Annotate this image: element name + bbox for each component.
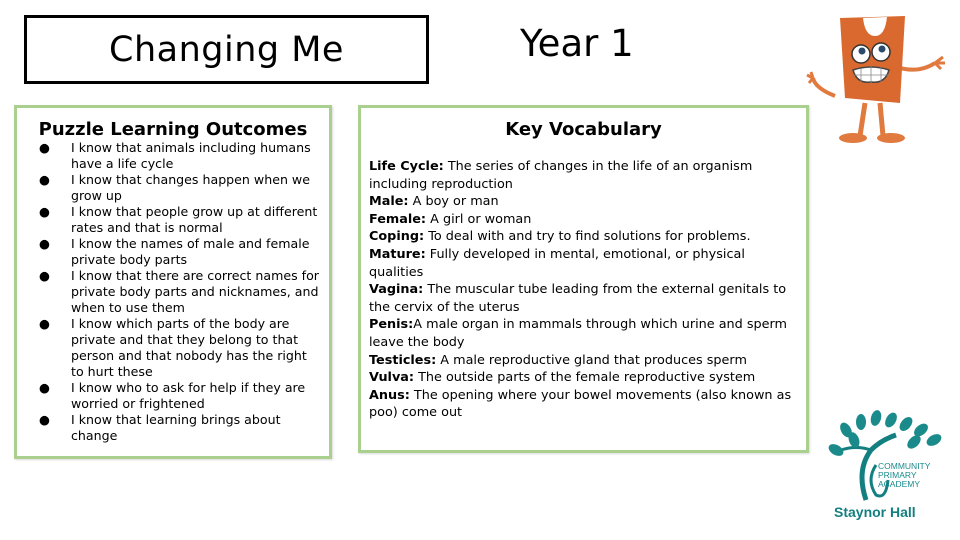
bullet-icon: ● — [39, 316, 50, 331]
vocab-entry: Female: A girl or woman — [369, 211, 532, 227]
vocab-entry: Penis:A male organ in mammals through which urine and sperm leave the body — [369, 317, 788, 350]
tree-icon — [826, 410, 948, 505]
bullet-icon: ● — [39, 204, 50, 219]
vocab-entry: Vulva: The outside parts of the female reproductive system — [369, 370, 756, 386]
key-vocabulary-panel — [358, 105, 809, 453]
vocab-entry: Mature: Fully developed in mental, emotional, or physical qualities — [369, 246, 745, 280]
school-name: Staynor Hall — [834, 504, 916, 520]
list-item: ● I know that animals including humans have a life cycle — [39, 140, 311, 171]
bullet-icon: ● — [39, 172, 50, 187]
vocab-entry: Coping: To deal with and try to find solutions for problems. — [369, 229, 751, 245]
list-item: ● I know that people grow up at different rates and that is normal — [39, 204, 318, 235]
list-item: ● I know that there are correct names for private body parts and nicknames, and when to use them — [39, 268, 319, 315]
vocab-entry: Anus: The opening where your bowel movements (also known as poo) come out — [369, 387, 792, 421]
list-item: ● I know which parts of the body are private and that they belong to that person and that nobody has the right to hurt these — [39, 316, 307, 379]
list-item: ● I know who to ask for help if they are worried or frightened — [39, 380, 306, 411]
bullet-icon: ● — [39, 412, 50, 427]
vocab-entry: Life Cycle: The series of changes in the life of an organism including reproduction — [369, 159, 753, 192]
vocabulary-heading: Key Vocabulary — [505, 119, 662, 140]
school-logo — [826, 410, 948, 528]
title-box — [24, 15, 429, 84]
vocab-entry: Male: A boy or man — [369, 194, 499, 210]
vocabulary-list — [361, 158, 806, 422]
list-item: ● I know that changes happen when we grow up — [39, 172, 310, 203]
year-label: Year 1 — [520, 22, 634, 65]
vocab-entry: Testicles: A male reproductive gland that produces sperm — [369, 352, 747, 368]
outcomes-heading: Puzzle Learning Outcomes — [38, 119, 308, 140]
outcomes-list — [17, 140, 329, 444]
bullet-icon: ● — [39, 140, 50, 155]
list-item: ● I know the names of male and female private body parts — [39, 236, 310, 267]
page-title: Changing Me — [109, 29, 344, 70]
learning-outcomes-panel — [14, 105, 332, 459]
bullet-icon: ● — [39, 236, 50, 251]
vocab-entry: Vagina: The muscular tube leading from the external genitals to the cervix of the uterus — [369, 282, 787, 315]
list-item: ● I know that learning brings about change — [39, 412, 281, 443]
bullet-icon: ● — [39, 380, 50, 395]
logo-subtitle: COMMUNITY PRIMARY ACADEMY — [878, 461, 931, 489]
puzzle-mascot-icon — [805, 8, 955, 148]
bullet-icon: ● — [39, 268, 50, 283]
